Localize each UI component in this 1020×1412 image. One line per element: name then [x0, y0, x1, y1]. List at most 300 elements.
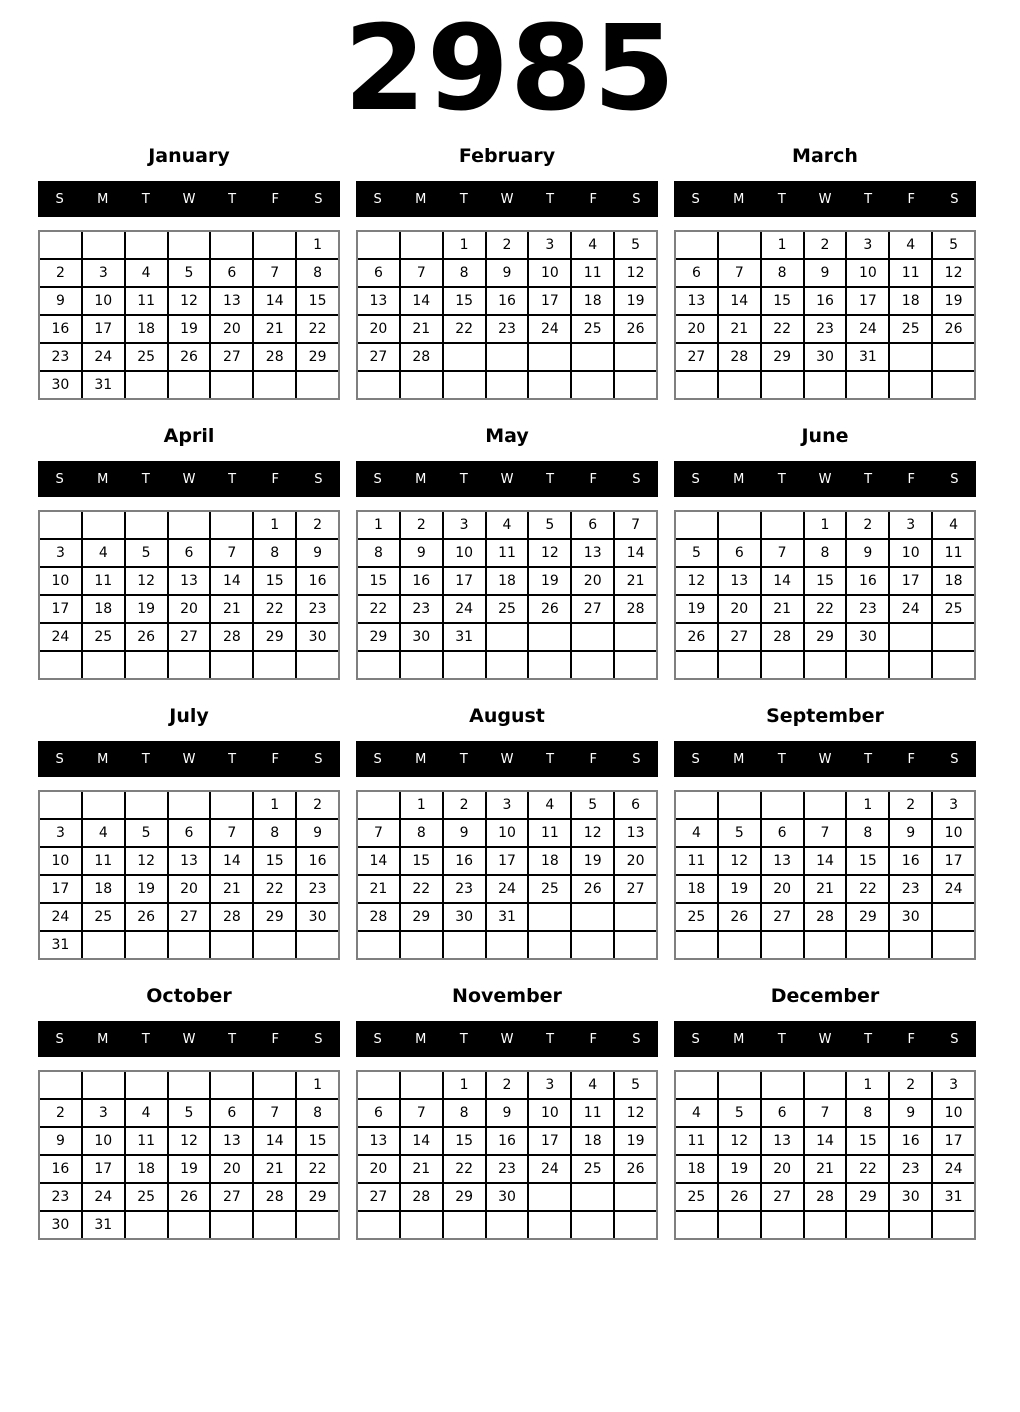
day-cell: 10	[529, 1100, 570, 1126]
day-cell: 17	[40, 596, 81, 622]
day-cell: 24	[529, 1156, 570, 1182]
day-grid	[674, 230, 976, 400]
weekday-label: S	[632, 751, 641, 767]
month-block-november	[356, 984, 658, 1240]
day-cell: 25	[572, 1156, 613, 1182]
weekday-label: S	[691, 471, 700, 487]
weekday-label: F	[589, 471, 598, 487]
day-cell: 6	[615, 792, 656, 818]
weekday-label: S	[373, 191, 382, 207]
day-cell: 23	[444, 876, 485, 902]
empty-cell	[762, 512, 803, 538]
day-cell: 27	[615, 876, 656, 902]
weekday-label: M	[733, 191, 745, 207]
day-cell: 26	[529, 596, 570, 622]
day-cell: 15	[762, 288, 803, 314]
day-cell: 8	[401, 820, 442, 846]
weekday-label: T	[228, 471, 237, 487]
day-cell: 18	[572, 288, 613, 314]
empty-cell	[358, 372, 399, 398]
weekday-label: T	[141, 471, 150, 487]
day-cell: 11	[676, 848, 717, 874]
day-cell: 12	[169, 288, 210, 314]
empty-cell	[719, 792, 760, 818]
month-title: March	[792, 145, 858, 168]
day-cell: 30	[297, 904, 338, 930]
weekday-label: S	[373, 751, 382, 767]
weekday-label: T	[777, 1031, 786, 1047]
day-cell: 19	[529, 568, 570, 594]
empty-cell	[40, 512, 81, 538]
day-cell: 28	[805, 1184, 846, 1210]
day-cell: 7	[615, 512, 656, 538]
empty-cell	[572, 652, 613, 678]
day-cell: 14	[719, 288, 760, 314]
day-cell: 11	[933, 540, 974, 566]
day-grid	[674, 510, 976, 680]
day-cell: 30	[297, 624, 338, 650]
day-cell: 16	[40, 316, 81, 342]
day-cell: 9	[890, 1100, 931, 1126]
day-cell: 28	[211, 904, 252, 930]
day-cell: 22	[847, 1156, 888, 1182]
empty-cell	[933, 1212, 974, 1238]
empty-cell	[358, 652, 399, 678]
day-cell: 25	[126, 1184, 167, 1210]
day-cell: 31	[444, 624, 485, 650]
empty-cell	[529, 624, 570, 650]
day-cell: 12	[529, 540, 570, 566]
day-cell: 9	[401, 540, 442, 566]
empty-cell	[211, 232, 252, 258]
day-cell: 6	[572, 512, 613, 538]
empty-cell	[401, 232, 442, 258]
empty-cell	[805, 932, 846, 958]
day-cell: 8	[254, 820, 295, 846]
empty-cell	[126, 652, 167, 678]
day-cell: 2	[401, 512, 442, 538]
weekday-label: F	[589, 1031, 598, 1047]
empty-cell	[529, 372, 570, 398]
empty-cell	[762, 372, 803, 398]
day-cell: 24	[487, 876, 528, 902]
weekday-label: S	[691, 1031, 700, 1047]
weekday-label: T	[141, 1031, 150, 1047]
day-cell: 9	[487, 260, 528, 286]
empty-cell	[254, 232, 295, 258]
day-cell: 15	[847, 848, 888, 874]
weekday-label: S	[314, 1031, 323, 1047]
day-grid	[356, 1070, 658, 1240]
day-cell: 28	[358, 904, 399, 930]
day-cell: 1	[297, 1072, 338, 1098]
empty-cell	[83, 1072, 124, 1098]
weekday-label: T	[459, 751, 468, 767]
weekday-label: M	[415, 191, 427, 207]
day-cell: 13	[358, 288, 399, 314]
day-cell: 17	[83, 1156, 124, 1182]
day-cell: 14	[805, 1128, 846, 1154]
weekday-label: T	[864, 471, 873, 487]
day-cell: 15	[358, 568, 399, 594]
day-cell: 4	[126, 1100, 167, 1126]
day-cell: 11	[83, 568, 124, 594]
empty-cell	[487, 344, 528, 370]
weekday-header	[356, 461, 658, 497]
empty-cell	[401, 1212, 442, 1238]
month-block-february	[356, 144, 658, 400]
day-grid	[38, 790, 340, 960]
day-cell: 30	[40, 1212, 81, 1238]
day-cell: 9	[805, 260, 846, 286]
day-cell: 28	[805, 904, 846, 930]
day-cell: 26	[169, 344, 210, 370]
day-cell: 23	[40, 1184, 81, 1210]
weekday-label: F	[589, 751, 598, 767]
empty-cell	[401, 372, 442, 398]
weekday-label: T	[777, 751, 786, 767]
day-cell: 22	[254, 876, 295, 902]
empty-cell	[254, 932, 295, 958]
day-cell: 6	[211, 1100, 252, 1126]
day-cell: 13	[358, 1128, 399, 1154]
empty-cell	[444, 372, 485, 398]
empty-cell	[676, 1212, 717, 1238]
weekday-label: S	[55, 471, 64, 487]
empty-cell	[211, 372, 252, 398]
empty-cell	[487, 372, 528, 398]
day-cell: 12	[676, 568, 717, 594]
empty-cell	[933, 932, 974, 958]
empty-cell	[211, 932, 252, 958]
day-cell: 28	[401, 1184, 442, 1210]
day-cell: 27	[211, 1184, 252, 1210]
day-cell: 21	[762, 596, 803, 622]
weekday-header	[38, 461, 340, 497]
day-cell: 25	[487, 596, 528, 622]
day-cell: 9	[40, 288, 81, 314]
day-cell: 6	[211, 260, 252, 286]
day-cell: 10	[83, 1128, 124, 1154]
day-cell: 18	[529, 848, 570, 874]
day-cell: 24	[40, 904, 81, 930]
weekday-label: S	[55, 751, 64, 767]
day-cell: 19	[126, 596, 167, 622]
day-cell: 17	[933, 848, 974, 874]
empty-cell	[890, 1212, 931, 1238]
day-cell: 29	[297, 1184, 338, 1210]
day-cell: 23	[297, 876, 338, 902]
weekday-label: M	[97, 751, 109, 767]
empty-cell	[933, 372, 974, 398]
day-cell: 31	[83, 1212, 124, 1238]
day-cell: 15	[847, 1128, 888, 1154]
day-cell: 23	[401, 596, 442, 622]
day-cell: 4	[572, 1072, 613, 1098]
month-title: April	[163, 425, 215, 448]
weekday-label: M	[97, 1031, 109, 1047]
empty-cell	[358, 1072, 399, 1098]
empty-cell	[805, 1212, 846, 1238]
month-title: September	[766, 705, 884, 728]
day-cell: 25	[572, 316, 613, 342]
empty-cell	[169, 372, 210, 398]
day-cell: 22	[297, 1156, 338, 1182]
day-cell: 15	[254, 848, 295, 874]
day-cell: 4	[572, 232, 613, 258]
day-cell: 9	[847, 540, 888, 566]
day-cell: 1	[358, 512, 399, 538]
day-grid	[38, 1070, 340, 1240]
empty-cell	[572, 344, 613, 370]
weekday-label: M	[733, 1031, 745, 1047]
day-cell: 28	[254, 1184, 295, 1210]
month-block-august	[356, 704, 658, 960]
empty-cell	[615, 372, 656, 398]
day-cell: 12	[572, 820, 613, 846]
day-cell: 7	[719, 260, 760, 286]
day-cell: 9	[890, 820, 931, 846]
day-cell: 8	[297, 1100, 338, 1126]
day-cell: 14	[401, 1128, 442, 1154]
empty-cell	[487, 652, 528, 678]
empty-cell	[211, 792, 252, 818]
day-cell: 3	[444, 512, 485, 538]
day-cell: 22	[805, 596, 846, 622]
empty-cell	[719, 372, 760, 398]
day-cell: 1	[297, 232, 338, 258]
day-cell: 13	[719, 568, 760, 594]
day-cell: 16	[890, 1128, 931, 1154]
day-cell: 20	[762, 1156, 803, 1182]
weekday-header	[674, 741, 976, 777]
day-cell: 21	[401, 316, 442, 342]
day-cell: 30	[40, 372, 81, 398]
empty-cell	[615, 624, 656, 650]
weekday-label: S	[314, 191, 323, 207]
month-title: July	[169, 705, 209, 728]
day-cell: 25	[933, 596, 974, 622]
month-title: May	[485, 425, 529, 448]
empty-cell	[572, 1212, 613, 1238]
empty-cell	[615, 1184, 656, 1210]
empty-cell	[297, 932, 338, 958]
day-cell: 8	[847, 1100, 888, 1126]
month-block-october	[38, 984, 340, 1240]
day-cell: 27	[169, 624, 210, 650]
day-cell: 6	[719, 540, 760, 566]
weekday-label: T	[141, 751, 150, 767]
empty-cell	[572, 1184, 613, 1210]
month-block-march	[674, 144, 976, 400]
day-cell: 18	[676, 876, 717, 902]
empty-cell	[401, 652, 442, 678]
day-cell: 1	[401, 792, 442, 818]
day-cell: 29	[254, 624, 295, 650]
day-cell: 31	[933, 1184, 974, 1210]
day-cell: 4	[890, 232, 931, 258]
day-cell: 1	[805, 512, 846, 538]
weekday-label: W	[182, 751, 196, 767]
weekday-label: T	[864, 191, 873, 207]
day-cell: 12	[615, 1100, 656, 1126]
day-cell: 1	[444, 232, 485, 258]
weekday-label: S	[314, 751, 323, 767]
day-cell: 24	[529, 316, 570, 342]
day-cell: 18	[572, 1128, 613, 1154]
day-cell: 8	[444, 1100, 485, 1126]
empty-cell	[933, 624, 974, 650]
empty-cell	[719, 652, 760, 678]
day-cell: 12	[126, 848, 167, 874]
day-cell: 18	[83, 876, 124, 902]
empty-cell	[126, 1212, 167, 1238]
weekday-label: S	[314, 471, 323, 487]
day-cell: 6	[358, 1100, 399, 1126]
weekday-label: T	[864, 751, 873, 767]
day-cell: 23	[40, 344, 81, 370]
day-cell: 22	[401, 876, 442, 902]
day-cell: 12	[719, 1128, 760, 1154]
day-cell: 13	[572, 540, 613, 566]
day-cell: 19	[169, 1156, 210, 1182]
day-cell: 14	[401, 288, 442, 314]
day-cell: 18	[487, 568, 528, 594]
weekday-label: T	[228, 751, 237, 767]
day-cell: 9	[297, 820, 338, 846]
empty-cell	[211, 1072, 252, 1098]
day-cell: 20	[762, 876, 803, 902]
empty-cell	[401, 932, 442, 958]
day-cell: 6	[762, 1100, 803, 1126]
day-cell: 7	[805, 820, 846, 846]
empty-cell	[126, 232, 167, 258]
day-cell: 1	[254, 512, 295, 538]
day-cell: 17	[529, 288, 570, 314]
weekday-label: W	[182, 471, 196, 487]
day-cell: 18	[676, 1156, 717, 1182]
day-cell: 1	[847, 1072, 888, 1098]
day-cell: 11	[572, 260, 613, 286]
day-cell: 22	[762, 316, 803, 342]
empty-cell	[211, 1212, 252, 1238]
empty-cell	[805, 792, 846, 818]
day-cell: 10	[933, 820, 974, 846]
day-cell: 26	[572, 876, 613, 902]
month-title: February	[458, 145, 556, 168]
day-grid	[356, 230, 658, 400]
weekday-label: W	[500, 1031, 514, 1047]
day-cell: 28	[254, 344, 295, 370]
day-cell: 21	[254, 1156, 295, 1182]
day-cell: 27	[358, 344, 399, 370]
day-cell: 18	[126, 316, 167, 342]
day-cell: 4	[83, 540, 124, 566]
weekday-label: W	[818, 751, 832, 767]
empty-cell	[40, 792, 81, 818]
weekday-label: T	[546, 751, 555, 767]
empty-cell	[169, 512, 210, 538]
day-cell: 1	[254, 792, 295, 818]
weekday-label: S	[373, 471, 382, 487]
day-cell: 1	[444, 1072, 485, 1098]
empty-cell	[487, 1212, 528, 1238]
day-cell: 27	[719, 624, 760, 650]
day-cell: 29	[847, 1184, 888, 1210]
day-cell: 22	[358, 596, 399, 622]
empty-cell	[444, 652, 485, 678]
weekday-label: W	[182, 191, 196, 207]
day-cell: 23	[487, 316, 528, 342]
empty-cell	[529, 1212, 570, 1238]
weekday-header	[674, 181, 976, 217]
empty-cell	[890, 652, 931, 678]
empty-cell	[211, 652, 252, 678]
empty-cell	[615, 932, 656, 958]
empty-cell	[529, 652, 570, 678]
day-cell: 8	[847, 820, 888, 846]
empty-cell	[169, 1072, 210, 1098]
day-cell: 19	[615, 288, 656, 314]
day-cell: 30	[401, 624, 442, 650]
day-cell: 6	[676, 260, 717, 286]
day-cell: 10	[444, 540, 485, 566]
day-cell: 20	[615, 848, 656, 874]
empty-cell	[358, 792, 399, 818]
day-cell: 11	[83, 848, 124, 874]
day-cell: 14	[805, 848, 846, 874]
months-grid	[38, 144, 976, 1240]
month-block-july	[38, 704, 340, 960]
day-cell: 7	[211, 540, 252, 566]
weekday-label: S	[632, 1031, 641, 1047]
weekday-label: T	[777, 191, 786, 207]
day-cell: 14	[615, 540, 656, 566]
day-cell: 10	[83, 288, 124, 314]
day-cell: 26	[719, 904, 760, 930]
empty-cell	[805, 1072, 846, 1098]
day-cell: 8	[444, 260, 485, 286]
day-cell: 13	[211, 288, 252, 314]
day-cell: 19	[676, 596, 717, 622]
day-cell: 21	[211, 876, 252, 902]
day-cell: 4	[487, 512, 528, 538]
day-cell: 14	[358, 848, 399, 874]
weekday-header	[356, 741, 658, 777]
day-cell: 11	[126, 1128, 167, 1154]
empty-cell	[890, 932, 931, 958]
empty-cell	[676, 372, 717, 398]
empty-cell	[615, 652, 656, 678]
day-cell: 30	[444, 904, 485, 930]
month-title: November	[452, 985, 562, 1008]
day-cell: 15	[444, 1128, 485, 1154]
empty-cell	[615, 344, 656, 370]
day-cell: 17	[40, 876, 81, 902]
empty-cell	[933, 904, 974, 930]
day-cell: 11	[890, 260, 931, 286]
day-cell: 26	[719, 1184, 760, 1210]
day-cell: 19	[719, 876, 760, 902]
day-cell: 27	[572, 596, 613, 622]
day-cell: 30	[890, 1184, 931, 1210]
day-cell: 4	[529, 792, 570, 818]
day-cell: 8	[762, 260, 803, 286]
day-cell: 25	[83, 624, 124, 650]
day-cell: 30	[805, 344, 846, 370]
month-block-december	[674, 984, 976, 1240]
day-cell: 25	[529, 876, 570, 902]
